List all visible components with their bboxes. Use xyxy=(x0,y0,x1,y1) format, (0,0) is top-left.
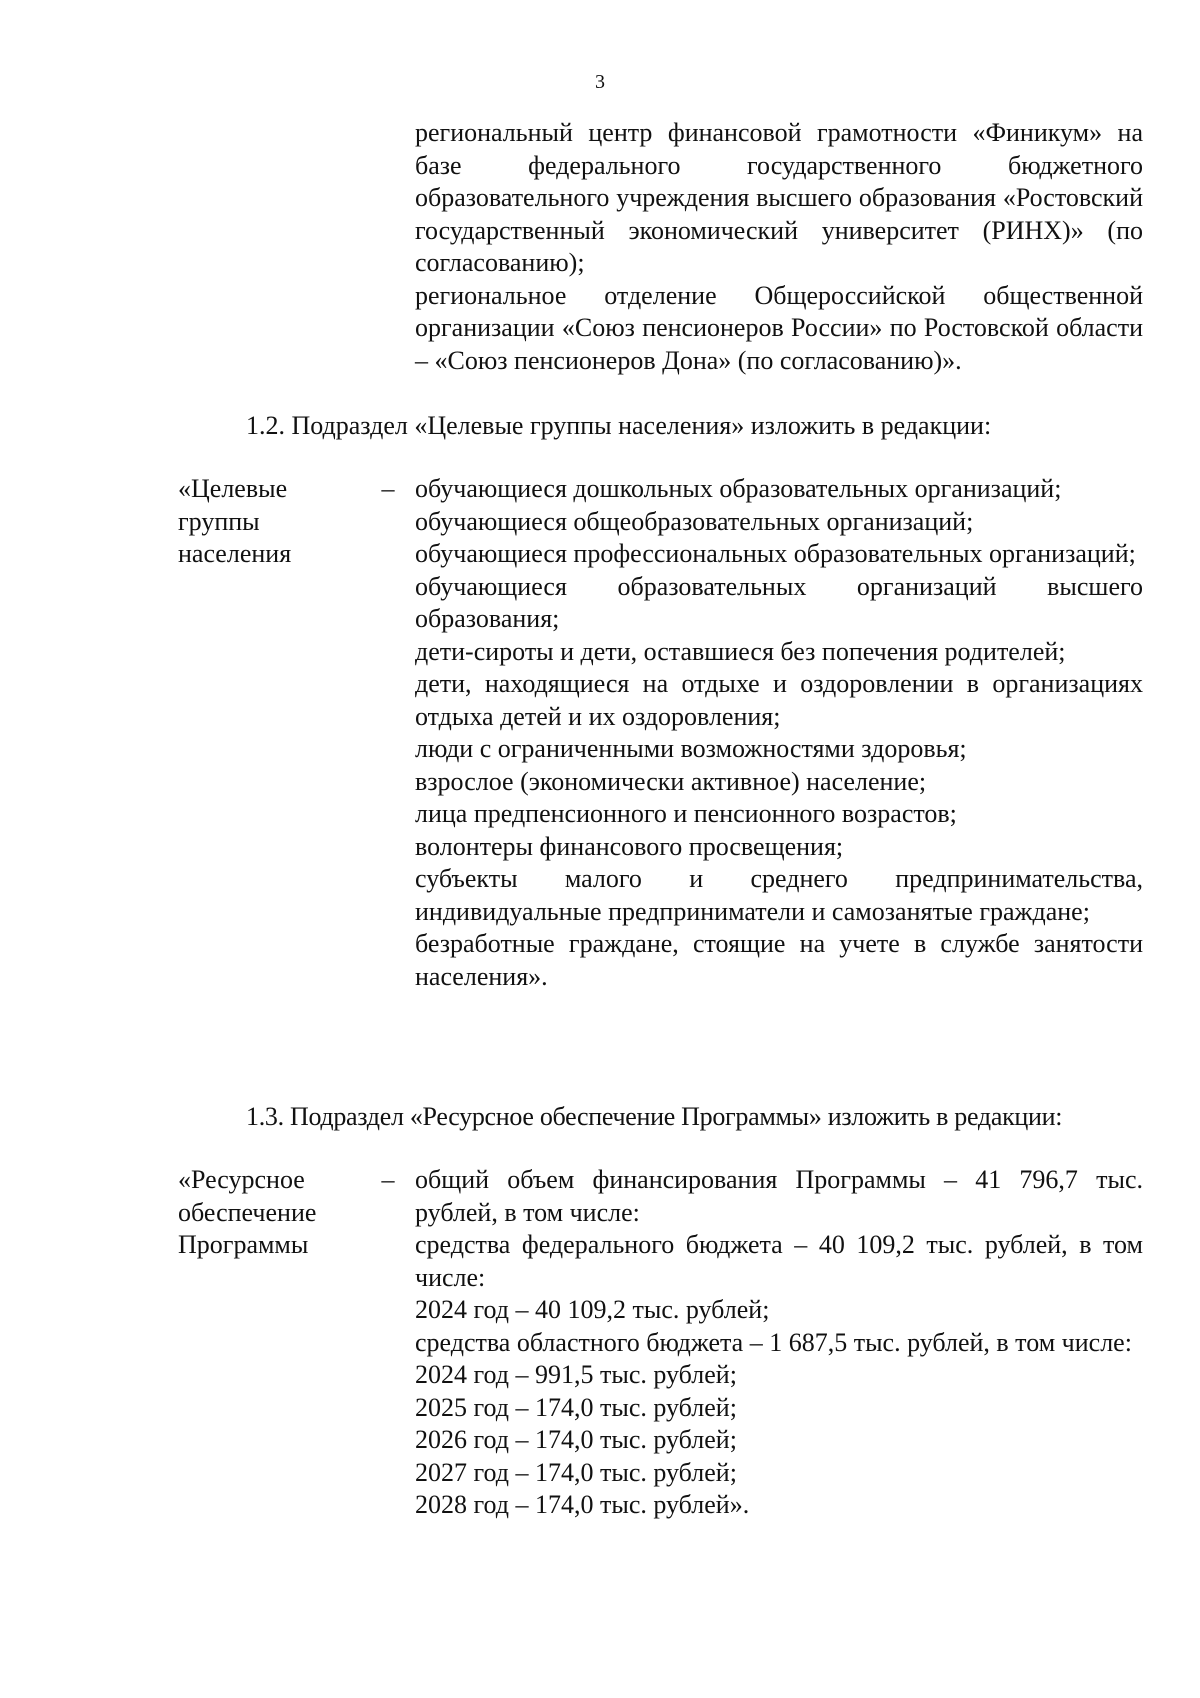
list-item: безработные граждане, стоящие на учете в службе занятости населения». xyxy=(415,929,1143,991)
list-item: общий объем финансирования Программы – 41 796,7 тыс. рублей, в том числе: xyxy=(415,1165,1143,1227)
list-item: субъекты малого и среднего предпринимательства, индивидуальные предприниматели и самозанятые граждане; xyxy=(415,864,1143,926)
list-item: взрослое (экономически активное) население; xyxy=(415,766,927,796)
section-1-2-label: «Целевые группы населения xyxy=(178,474,292,568)
section-1-3-dash: – xyxy=(381,1165,395,1194)
list-item: волонтеры финансового просвещения; xyxy=(415,831,844,861)
list-item: средства федерального бюджета – 40 109,2 тыс. рублей, в том числе: xyxy=(415,1230,1143,1292)
list-item: средства областного бюджета – 1 687,5 тыс. рублей, в том числе: xyxy=(415,1327,1132,1357)
list-item: дети-сироты и дети, оставшиеся без попечения родителей; xyxy=(415,636,1066,666)
list-item: обучающиеся образовательных организаций высшего образования; xyxy=(415,571,1143,633)
list-item: 2025 год – 174,0 тыс. рублей; xyxy=(415,1392,737,1422)
list-item: люди с ограниченными возможностями здоровья; xyxy=(415,734,967,763)
section-1-3-heading: 1.3. Подраздел «Ресурсное обеспечение Программы» изложить в редакции: xyxy=(246,1102,1063,1131)
list-item: лица предпенсионного и пенсионного возрастов; xyxy=(415,799,957,828)
intro-item: региональное отделение Общероссийской общественной организации «Союз пенсионеров России» по Ростовской области – «Союз пенсионеров Дона» (по согласованию)». xyxy=(415,280,1143,375)
resources-list xyxy=(415,1164,1143,1522)
list-item: 2024 год – 991,5 тыс. рублей; xyxy=(415,1360,737,1389)
list-item: обучающиеся дошкольных образовательных организаций; xyxy=(415,474,1062,503)
list-item: 2026 год – 174,0 тыс. рублей; xyxy=(415,1425,737,1454)
list-item: обучающиеся профессиональных образовательных организаций; xyxy=(415,539,1136,568)
intro-list xyxy=(415,117,1143,377)
section-1-2-heading: 1.2. Подраздел «Целевые группы населения» изложить в редакции: xyxy=(246,411,992,440)
section-1-3-label: «Ресурсное обеспечение Программы xyxy=(178,1165,317,1259)
list-item: 2027 год – 174,0 тыс. рублей; xyxy=(415,1457,737,1487)
list-item: дети, находящиеся на отдыхе и оздоровлении в организациях отдыха детей и их оздоровления; xyxy=(415,669,1143,731)
list-item: обучающиеся общеобразовательных организаций; xyxy=(415,506,974,536)
target-groups-list xyxy=(415,473,1143,993)
list-item: 2024 год – 40 109,2 тыс. рублей; xyxy=(415,1295,770,1324)
intro-item: региональный центр финансовой грамотности «Финикум» на базе федерального государственного бюджетного образовательного учреждения высшего образования «Ростовский государственный экономический университет (РИНХ)» (по согласованию); xyxy=(415,118,1143,277)
section-1-2-dash: – xyxy=(381,474,395,503)
list-item: 2028 год – 174,0 тыс. рублей». xyxy=(415,1490,750,1519)
page-number: 3 xyxy=(595,71,605,93)
